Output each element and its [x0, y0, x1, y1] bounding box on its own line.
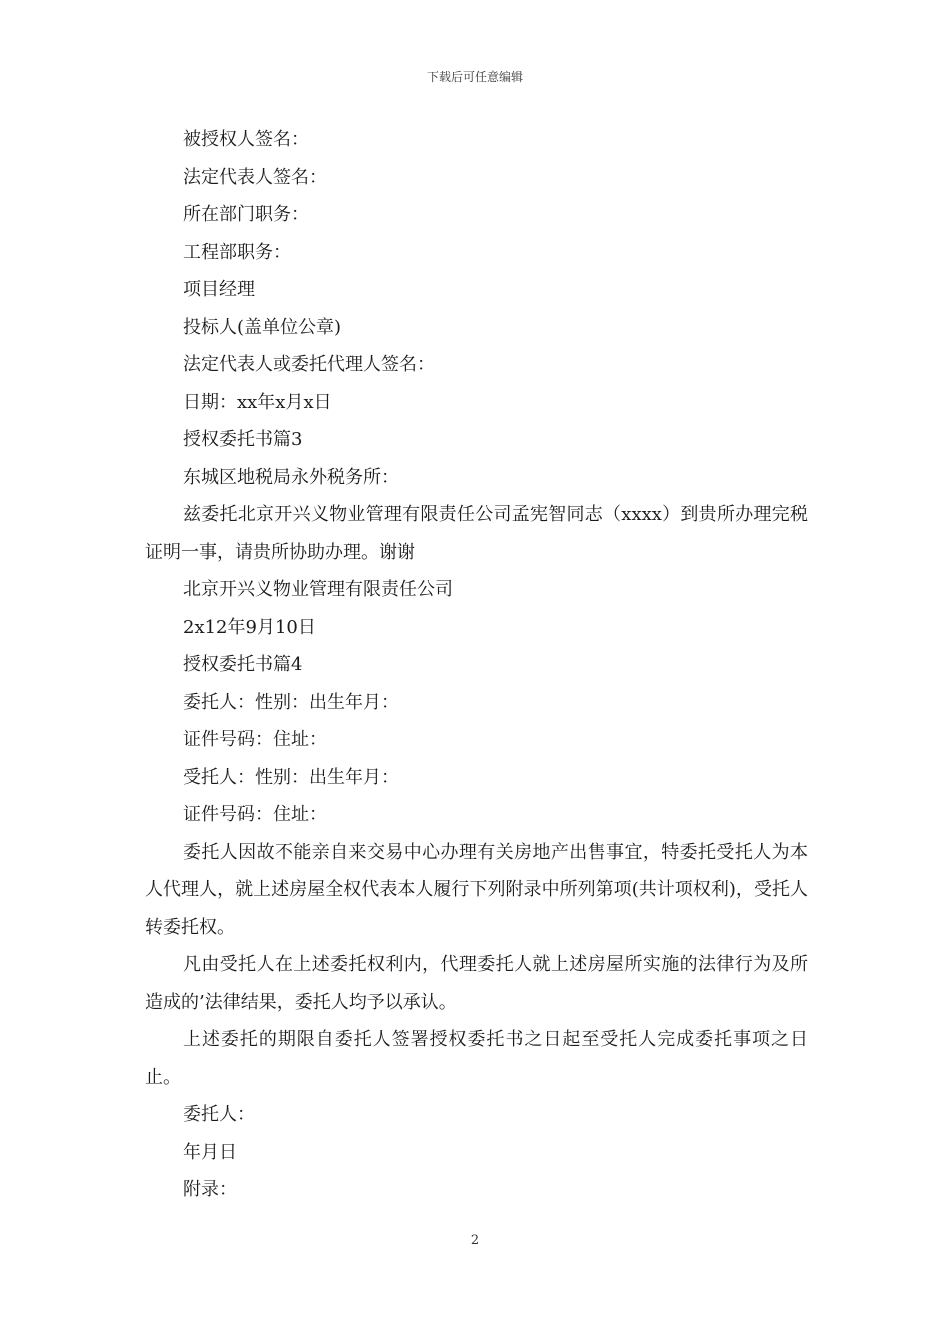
text-line: 委托人：性别：出生年月： [183, 691, 399, 713]
text-line: 2x12年9月10日 [183, 616, 316, 638]
page-number: 2 [470, 1233, 480, 1248]
paragraph: 兹委托北京开兴义物业管理有限责任公司孟宪智同志（xxxx）到贵所办理完税证明一事，请贵所协助办理。谢谢 [145, 504, 808, 563]
document-body [145, 121, 808, 1209]
text-line: 证件号码：住址： [183, 804, 327, 825]
text-line: 年月日 [183, 1141, 237, 1163]
text-line: 法定代表人签名： [183, 166, 327, 188]
text-line: 证件号码：住址： [183, 729, 327, 750]
paragraph: 凡由受托人在上述委托权利内，代理委托人就上述房屋所实施的法律行为及所造成的’法律结果，委托人均予以承认。 [145, 954, 808, 1013]
section-heading: 授权委托书篇3 [183, 429, 303, 450]
text-line: 法定代表人或委托代理人签名： [183, 354, 435, 375]
text-line: 附录： [183, 1179, 237, 1200]
text-line: 日期：xx年x月x日 [183, 391, 332, 413]
paragraph: 上述委托的期限自委托人签署授权委托书之日起至受托人完成委托事项之日止。 [145, 1029, 808, 1088]
text-line: 受托人：性别：出生年月： [183, 766, 399, 788]
text-line: 项目经理 [183, 279, 255, 300]
text-line: 所在部门职务： [183, 204, 309, 225]
text-line: 被授权人签名： [183, 129, 309, 150]
text-line: 工程部职务： [183, 241, 291, 263]
page-header: 下载后可任意编辑 [426, 70, 523, 84]
text-line: 北京开兴义物业管理有限责任公司 [183, 579, 453, 600]
section-heading: 授权委托书篇4 [183, 654, 303, 675]
text-line: 委托人： [183, 1104, 255, 1125]
paragraph: 委托人因故不能亲自来交易中心办理有关房地产出售事宜，特委托受托人为本人代理人，就上述房屋全权代表本人履行下列附录中所列第项(共计项权利)，受托人转委托权。 [145, 841, 808, 938]
text-line: 投标人(盖单位公章) [183, 316, 342, 338]
text-line: 东城区地税局永外税务所： [183, 466, 399, 488]
